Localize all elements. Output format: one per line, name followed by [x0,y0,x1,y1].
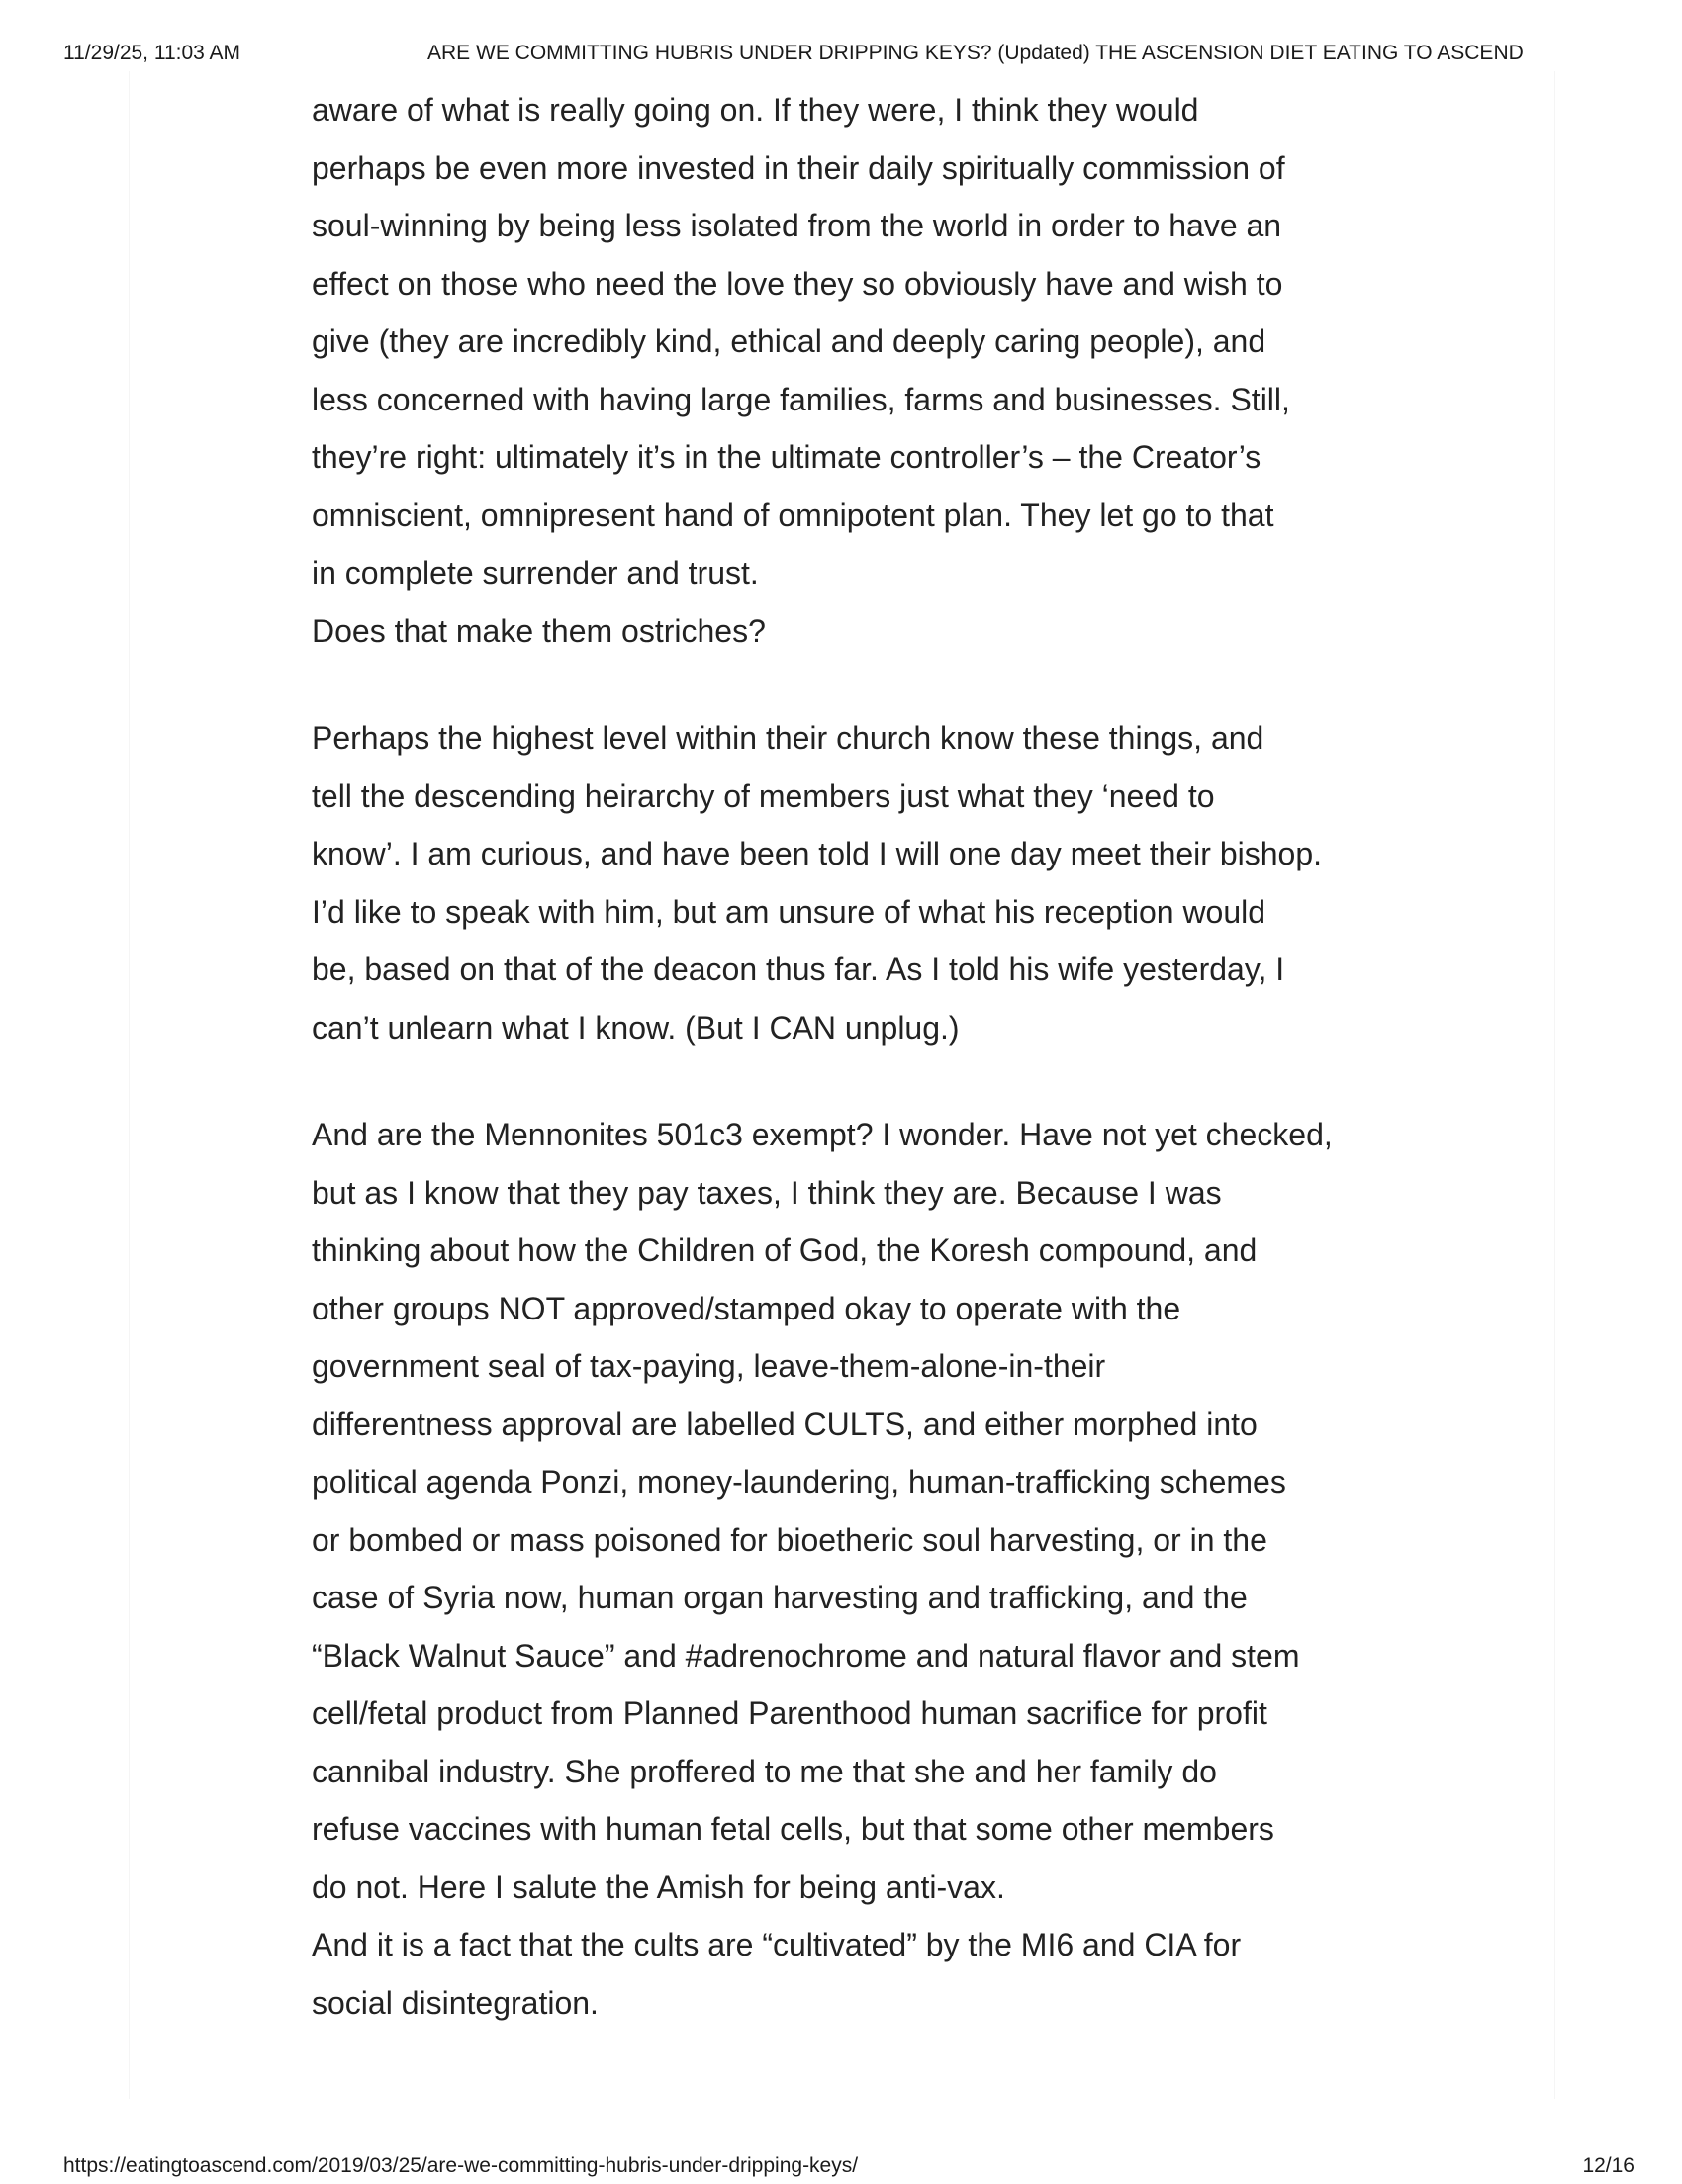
text-line: they’re right: ultimately it’s in the ultimate controller’s – the Creator’s [312,439,1262,475]
text-line: less concerned with having large families, farms and businesses. Still, [312,381,1290,417]
paragraph-spacer [312,1056,1440,1106]
text-line: do not. Here I salute the Amish for being anti-vax. [312,1868,1005,1905]
text-line: social disintegration. [312,1984,599,2021]
text-line: in complete surrender and trust. [312,555,759,591]
text-line: differentness approval are labelled CULTS, and either morphed into [312,1406,1258,1442]
article-body [312,81,1440,2032]
text-line: Does that make them ostriches? [312,612,766,649]
text-line: political agenda Ponzi, money-laundering, human-trafficking schemes [312,1464,1286,1500]
paragraph-1 [312,81,1440,660]
text-line: know’. I am curious, and have been told I will one day meet their bishop. [312,836,1323,871]
text-line: can’t unlearn what I know. (But I CAN unplug.) [312,1009,960,1046]
text-line: And it is a fact that the cults are “cultivated” by the MI6 and CIA for [312,1927,1242,1962]
print-footer [0,2154,1682,2184]
text-line: aware of what is really going on. If they were, I think they would [312,92,1199,128]
paragraph-spacer [312,660,1440,709]
text-line: case of Syria now, human organ harvesting and trafficking, and the [312,1580,1248,1615]
text-line: but as I know that they pay taxes, I think they are. Because I was [312,1174,1222,1211]
paragraph-2 [312,709,1440,1056]
text-line: “Black Walnut Sauce” and #adrenochrome and natural flavor and stem [312,1637,1300,1674]
page-url: https://eatingtoascend.com/2019/03/25/are-we-committing-hubris-under-dripping-keys/ [63,2154,859,2177]
text-line: I’d like to speak with him, but am unsure of what his reception would [312,893,1266,930]
print-header [0,42,1682,71]
print-page-title: ARE WE COMMITTING HUBRIS UNDER DRIPPING KEYS? (Updated) THE ASCENSION DIET EATING TO ASCEND [427,42,1524,64]
text-line: perhaps be even more invested in their daily spiritually commission of [312,149,1285,186]
text-line: thinking about how the Children of God, the Koresh compound, and [312,1232,1258,1268]
text-line: government seal of tax-paying, leave-them-alone-in-their [312,1348,1106,1384]
text-line: refuse vaccines with human fetal cells, but that some other members [312,1811,1274,1847]
text-line: give (they are incredibly kind, ethical and deeply caring people), and [312,323,1266,359]
paragraph-3 [312,1106,1440,2032]
text-line: or bombed or mass poisoned for bioetheric soul harvesting, or in the [312,1521,1267,1558]
text-line: effect on those who need the love they so obviously have and wish to [312,265,1283,302]
text-line: And are the Mennonites 501c3 exempt? I wonder. Have not yet checked, [312,1117,1333,1152]
text-line: cell/fetal product from Planned Parenthood human sacrifice for profit [312,1695,1267,1731]
text-line: Perhaps the highest level within their church know these things, and [312,720,1264,756]
page-number: 12/16 [1582,2154,1635,2177]
print-date: 11/29/25, 11:03 AM [63,42,241,64]
text-line: tell the descending heirarchy of members just what they ‘need to [312,777,1215,814]
text-line: other groups NOT approved/stamped okay to operate with the [312,1290,1181,1326]
text-line: omniscient, omnipresent hand of omnipotent plan. They let go to that [312,497,1274,533]
text-line: soul-winning by being less isolated from the world in order to have an [312,208,1282,243]
text-line: cannibal industry. She proffered to me that she and her family do [312,1753,1217,1789]
text-line: be, based on that of the deacon thus far. As I told his wife yesterday, I [312,952,1285,987]
